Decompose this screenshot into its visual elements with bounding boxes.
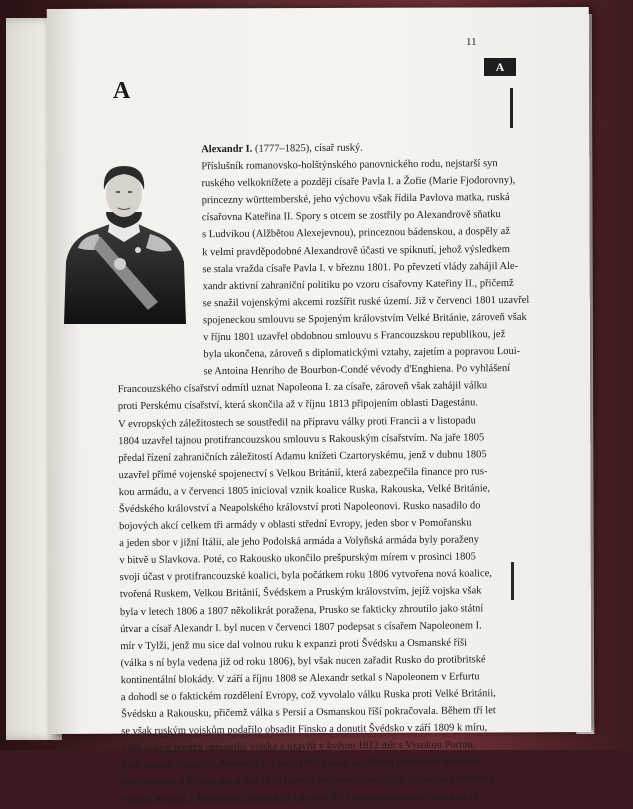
text-line: předal řízení zahraničních záležitostí Adamu knížeti Czartoryskému, jenž v dubnu 1805 xyxy=(118,448,487,464)
text-line: se stala vražda císaře Pavla I. v březnu 1801. Po převzetí vlády zahájil Ale- xyxy=(202,260,519,275)
text-line: ruského velkoknížete a později císaře Pavla I. a Žofie (Marie Fjodorovny), xyxy=(201,175,516,190)
section-letter-heading: A xyxy=(113,78,131,104)
text-line: kou armádu, a v červenci 1805 inicioval vznik koalice Ruska, Rakouska, Velké Británie, xyxy=(118,483,491,498)
text-line: a jeden sbor v jižní Itálii, ale jeho Podolská armáda a Volyňská armáda byly poraženy xyxy=(119,534,480,550)
text-line: proti Perskému císařství, která skončila až v říjnu 1813 připojením oblasti Dagestánu. xyxy=(117,397,479,413)
text-line: útvar a císař Alexandr I. byl nucen v červenci 1807 podepsat s císařem Napoleonem I. xyxy=(120,619,482,635)
text-line: Švédského království a Neapolského království proti Napoleonovi. Rusko nasadilo do xyxy=(118,500,481,516)
text-line: princezny württemberské, jeho výchovu však řídila Pavlova matka, ruská xyxy=(201,192,510,207)
entry-subtitle: (1777–1825), císař ruský. xyxy=(252,142,363,155)
text-line: byla v letech 1806 a 1807 několikrát poražena, Prusko se fakticky zhroutilo jako státní xyxy=(119,602,484,618)
text-line: císařovna Kateřina II. Spory s otcem se zostřily po Alexandrově sňatku xyxy=(201,209,501,224)
text-line: se Antoina Henriho de Bourbon-Condé vévody d'Enghiena. Po vyhlášení xyxy=(203,363,511,378)
section-tab: A xyxy=(484,58,516,76)
text-line: a několikrát porazit osmanská vojska a uzavřít v květnu 1812 mír s Vysokou Portou, xyxy=(121,739,476,755)
text-line: se snažil vojenskými akcemi rozšířit ruské území. Již v červenci 1801 uzavřel xyxy=(202,294,530,310)
text-line: tvořená Ruskem, Velkou Británií, Švédskem a Pruským královstvím, jejíž vojska však xyxy=(119,585,482,601)
text-line: svoji účast v protifrancouzské koalici, byla počátkem roku 1806 vytvořena nová koalice, xyxy=(119,568,493,584)
entry-text xyxy=(115,138,530,806)
text-line: a dohodl se o faktickém rozdělení Evropy, což vyvolalo válku Ruska proti Velké Británii, xyxy=(120,688,496,704)
text-line: bojových akcí celkem tři armády v oblasti střední Evropy, jeden sbor v Pomořansku xyxy=(119,517,472,533)
text-line: s Ludvikou (Alžbětou Alexejevnou), princeznou bádenskou, a dospěly až xyxy=(202,226,511,241)
text-line: Velkou Británií a Švédskem, přičemž již od roku 1811 koncentroval svá vojska na zá- xyxy=(121,790,483,806)
text-line: byla ukončena, zároveň s diplomatickými vztahy, zajetím a popravou Loui- xyxy=(203,346,521,361)
text-line: Francouzského císařství odmítl uznat Napoleona I. za císaře, zároveň však zahájil válku xyxy=(117,380,488,396)
text-line: se však ruským vojskům podařilo obsadit Finsko a donutit Švédsko v září 1809 k míru, xyxy=(121,722,488,738)
page-number: 11 xyxy=(466,36,477,48)
text-line: kontinentální blokády. V září a říjnu 1808 se Alexandr setkal s Napoleonem v Erfurtu xyxy=(120,671,480,686)
text-line: tální blokády a během jara a léta 1812 uzavřel spojenectví se svými bývalými protivníky xyxy=(121,773,495,789)
text-line: spojeneckou smlouvu se Spojeným královstvím Velké Británie, zároveň však xyxy=(202,311,527,327)
text-line: (válka s ní byla vedena již od roku 1806), byl však nucen zařadit Rusko do protibritské xyxy=(120,654,486,669)
thumb-index-mark xyxy=(510,88,513,128)
text-line: jímž získalo Besarábii. Alexandr I. v roce 1810 přestal naplňovat povinnosti kontinen- xyxy=(121,756,485,772)
text-line: 1804 uzavřel tajnou protifrancouzskou smlouvu s Rakouským císařstvím. Na jaře 1805 xyxy=(118,431,485,447)
text-line: k velmi pravděpodobné Alexandrově účasti ve spiknutí, jehož výsledkem xyxy=(202,243,510,258)
text-line: xandr aktivní zahraniční politiku po vzoru císařovny Kateřiny II., přičemž xyxy=(202,277,514,292)
text-line: V evropských záležitostech se soustředil na přípravu války proti Francii a v listopadu xyxy=(117,414,476,430)
text-line: Příslušník romanovsko-holštýnského panovnického rodu, nejstarší syn xyxy=(201,158,498,173)
text-line: uzavřel přímé vojenské spojenectví s Velkou Británií, která zabezpečila finance pro rus- xyxy=(118,466,488,481)
text-line: v bitvě u Slavkova. Poté, co Rakousko ukončilo prešpurským mírem v prosinci 1805 xyxy=(119,551,476,567)
text-line: v říjnu 1801 uzavřel obdobnou smlouvu s Francouzskou republikou, jež xyxy=(203,329,506,344)
text-line: mír v Tylži, jenž mu sice dal volnou ruku k expanzi proti Švédsku a Osmanské říši xyxy=(120,637,468,652)
entry-title: Alexandr I. xyxy=(201,143,253,156)
text-line: Švédsku a Rakousku, přičemž válka s Persií a Osmanskou říší pokračovala. Během tří let xyxy=(121,705,496,721)
